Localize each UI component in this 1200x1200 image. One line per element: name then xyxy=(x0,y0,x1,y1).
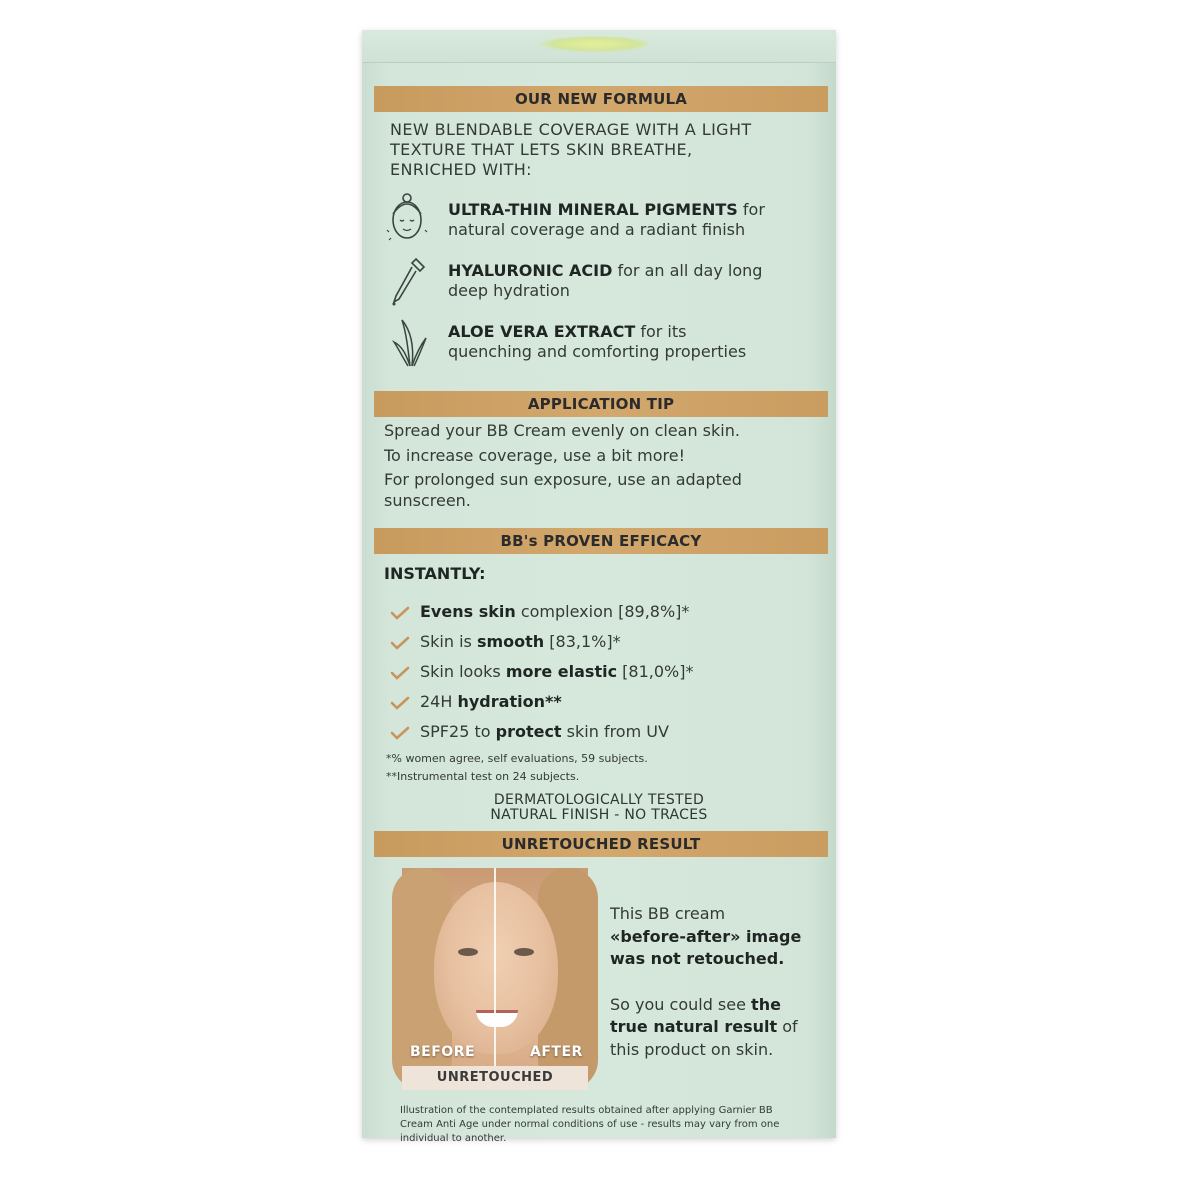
result-p1-line-3: was not retouched. xyxy=(610,949,785,968)
dropper-icon xyxy=(388,256,428,306)
formula-intro-line-1: NEW BLENDABLE COVERAGE WITH A LIGHT xyxy=(390,120,752,139)
result-p1-line-1: This BB cream xyxy=(610,904,726,923)
check-icon xyxy=(390,666,410,680)
result-p2-line-3: this product on skin. xyxy=(610,1040,774,1059)
efficacy-item-3: Skin looks more elastic [81,0%]* xyxy=(420,662,694,681)
efficacy-item-1: Evens skin complexion [89,8%]* xyxy=(420,602,690,621)
before-label: BEFORE xyxy=(410,1044,476,1060)
result-heading: UNRETOUCHED RESULT xyxy=(374,831,828,857)
formula-item-2-line-2: deep hydration xyxy=(448,281,570,300)
aloe-icon xyxy=(392,318,428,368)
formula-item-3-line-1: ALOE VERA EXTRACT for its xyxy=(448,322,687,341)
product-box-back xyxy=(362,30,836,1144)
formula-item-3-line-2: quenching and comforting properties xyxy=(448,342,747,361)
check-icon xyxy=(390,696,410,710)
formula-item-1-line-2: natural coverage and a radiant finish xyxy=(448,220,746,239)
flap-logo-mark xyxy=(540,36,650,52)
box-top-flap xyxy=(362,30,836,63)
check-icon xyxy=(390,726,410,740)
tip-line-1: Spread your BB Cream evenly on clean skin. xyxy=(384,421,740,440)
after-label: AFTER xyxy=(530,1044,583,1060)
formula-intro-line-2: TEXTURE THAT LETS SKIN BREATHE, xyxy=(390,140,693,159)
tip-heading: APPLICATION TIP xyxy=(374,391,828,417)
result-p1-line-2: «before-after» image xyxy=(610,927,802,946)
tip-line-3: For prolonged sun exposure, use an adapted xyxy=(384,470,742,489)
tip-line-2: To increase coverage, use a bit more! xyxy=(384,446,686,465)
formula-item-2-line-1: HYALURONIC ACID for an all day long xyxy=(448,261,763,280)
check-icon xyxy=(390,606,410,620)
result-p2-line-2: true natural result of xyxy=(610,1017,798,1036)
derm-tested-note: DERMATOLOGICALLY TESTED xyxy=(493,792,705,808)
efficacy-subheading: INSTANTLY: xyxy=(384,564,486,583)
disclaimer-line-1: Illustration of the contemplated results obtained after applying Garnier BB xyxy=(400,1105,773,1116)
disclaimer-line-2: Cream Anti Age under normal conditions of use - results may vary from one xyxy=(400,1119,780,1130)
formula-heading: OUR NEW FORMULA xyxy=(374,86,828,112)
result-p2-line-1: So you could see the xyxy=(610,995,781,1014)
efficacy-item-5: SPF25 to protect skin from UV xyxy=(420,722,669,741)
footnote-1: *% women agree, self evaluations, 59 subjects. xyxy=(386,752,648,765)
efficacy-item-2: Skin is smooth [83,1%]* xyxy=(420,632,621,651)
efficacy-item-4: 24H hydration** xyxy=(420,692,562,711)
efficacy-heading: BB's PROVEN EFFICACY xyxy=(374,528,828,554)
tip-line-4: sunscreen. xyxy=(384,491,471,510)
before-after-photo xyxy=(402,868,588,1090)
check-icon xyxy=(390,636,410,650)
face-icon xyxy=(384,190,430,246)
disclaimer-line-3: individual to another. xyxy=(400,1133,507,1144)
formula-intro-line-3: ENRICHED WITH: xyxy=(390,160,532,179)
footnote-2: **Instrumental test on 24 subjects. xyxy=(386,770,580,783)
formula-item-1-line-1: ULTRA-THIN MINERAL PIGMENTS for xyxy=(448,200,765,219)
natural-finish-note: NATURAL FINISH - NO TRACES xyxy=(490,807,708,823)
unretouched-strip: UNRETOUCHED xyxy=(402,1066,588,1090)
